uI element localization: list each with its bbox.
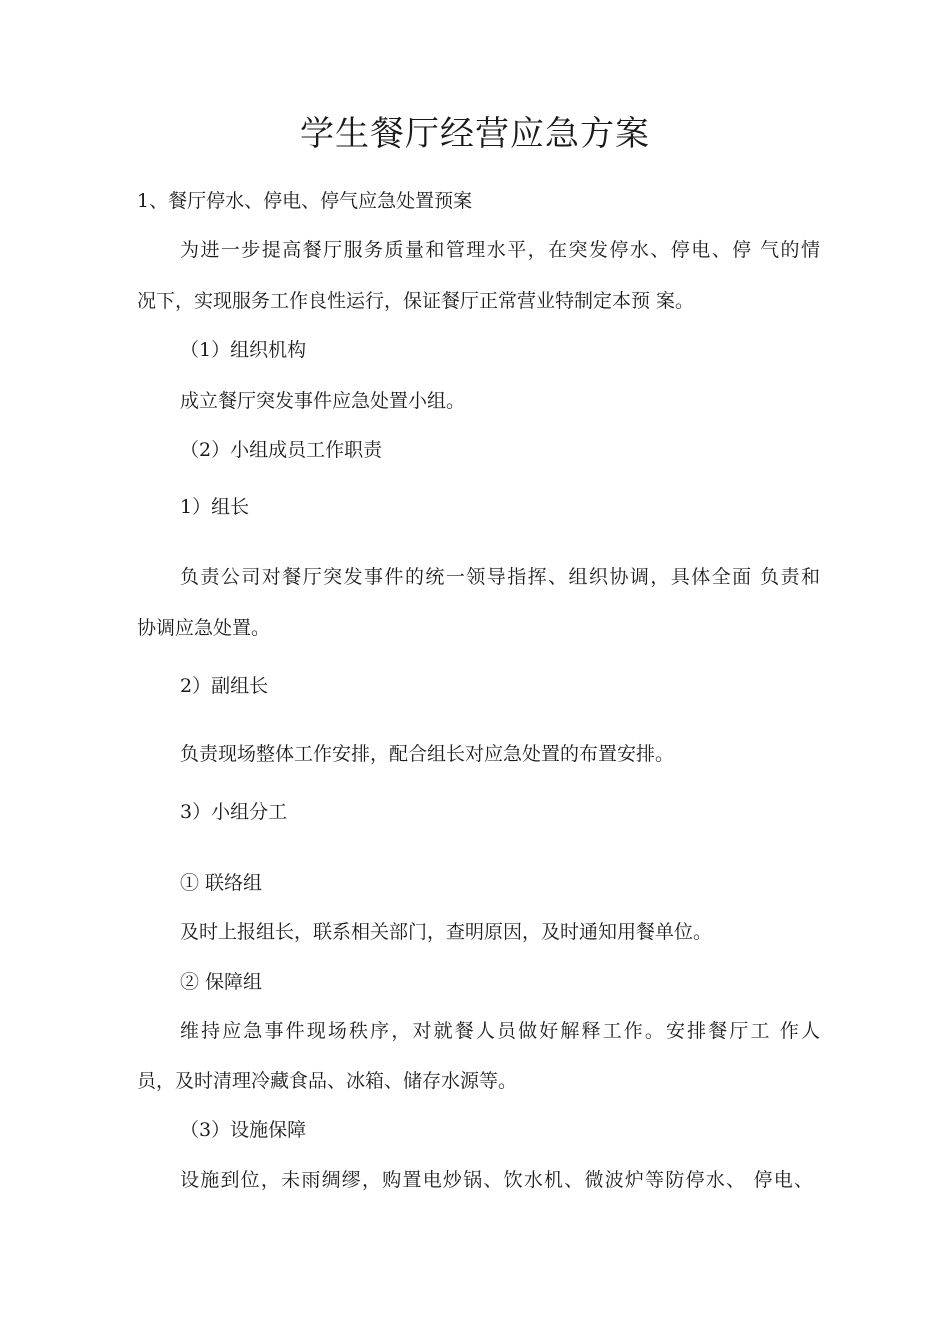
paragraph-line: 负责现场整体工作安排，配合组长对应急处置的布置安排。 [180,743,675,765]
paragraph-line: 协调应急处置。 [137,617,271,639]
paragraph-line: 况下，实现服务工作良性运行，保证餐厅正常营业特制定本预 案。 [137,290,695,312]
group-heading: ② 保障组 [180,971,263,993]
paragraph-line: 维持应急事件现场秩序，对就餐人员做好解释工作。安排餐厅工 作人 [180,1020,820,1042]
paragraph-line: 及时上报组长，联系相关部门，查明原因，及时通知用餐单位。 [180,921,713,943]
section-heading: 1、餐厅停水、停电、停气应急处置预案 [137,190,473,212]
paragraph-line: 员，及时清理冷藏食品、冰箱、储存水源等。 [137,1070,518,1092]
subsection-heading: （3）设施保障 [180,1119,307,1141]
document-title: 学生餐厅经营应急方案 [300,114,650,154]
subsection-heading: （1）组织机构 [180,339,307,361]
item-heading: 2）副组长 [180,675,269,697]
group-heading: ① 联络组 [180,872,263,894]
paragraph-line: 为进一步提高餐厅服务质量和管理水平，在突发停水、停电、停 气的情 [180,239,820,261]
paragraph-line: 成立餐厅突发事件应急处置小组。 [180,390,466,412]
paragraph-line: 负责公司对餐厅突发事件的统一领导指挥、组织协调，具体全面 负责和 [180,566,820,588]
item-heading: 3）小组分工 [180,801,288,823]
paragraph-line: 设施到位，未雨绸缪，购置电炒锅、饮水机、微波炉等防停水、 停电、 [180,1169,813,1191]
item-heading: 1）组长 [180,496,250,518]
subsection-heading: （2）小组成员工作职责 [180,439,383,461]
